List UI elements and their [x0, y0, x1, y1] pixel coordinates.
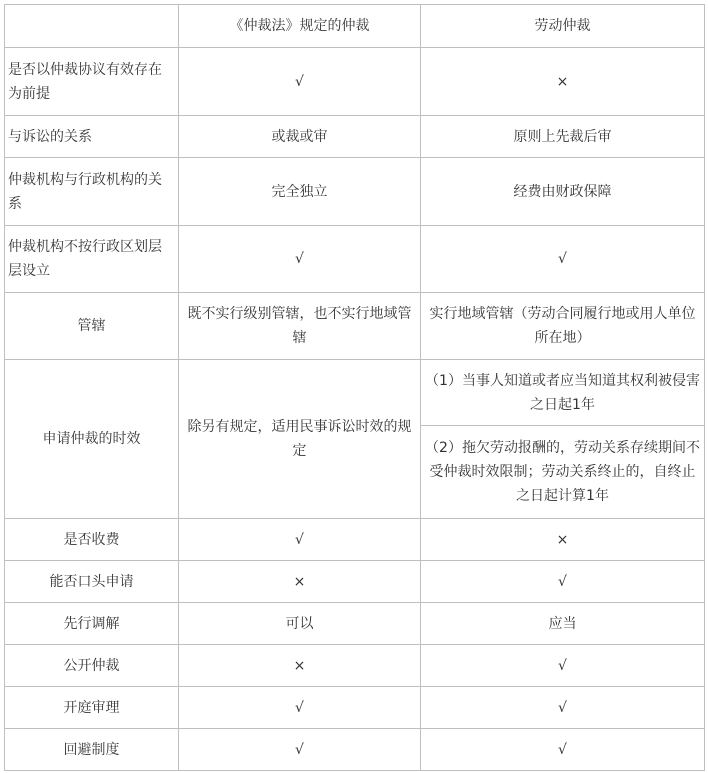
row-label: 公开仲裁: [5, 645, 179, 687]
table-row-oral: [5, 561, 705, 603]
row-label: 申请仲裁的时效: [5, 360, 179, 519]
cell-labor-arbitration: ×: [421, 519, 705, 561]
cell-arbitration-law: 或裁或审: [179, 116, 421, 158]
cell-labor-arbitration: 应当: [421, 603, 705, 645]
row-label: 开庭审理: [5, 687, 179, 729]
cell-labor-arbitration: √: [421, 687, 705, 729]
header-row: [5, 5, 705, 48]
table-row-hearing: [5, 687, 705, 729]
cell-labor-arbitration: 实行地域管辖（劳动合同履行地或用人单位所在地）: [421, 293, 705, 360]
table-row-jurisdiction: [5, 293, 705, 360]
row-label: 与诉讼的关系: [5, 116, 179, 158]
cell-labor-arbitration: √: [421, 226, 705, 293]
table-row-public: [5, 645, 705, 687]
table-row-layers: [5, 226, 705, 293]
cell-arbitration-law: √: [179, 687, 421, 729]
cell-arbitration-law: √: [179, 226, 421, 293]
row-label: 是否收费: [5, 519, 179, 561]
header-cell-empty: [5, 5, 179, 48]
header-cell-labor-arbitration: 劳动仲裁: [421, 5, 705, 48]
row-label: 能否口头申请: [5, 561, 179, 603]
cell-arbitration-law: 除另有规定，适用民事诉讼时效的规定: [179, 360, 421, 519]
cell-arbitration-law: 完全独立: [179, 158, 421, 226]
cell-arbitration-law: ×: [179, 645, 421, 687]
row-label: 是否以仲裁协议有效存在为前提: [5, 48, 179, 116]
table-row-limitation: [5, 360, 705, 426]
comparison-table: [4, 4, 705, 771]
row-label: 先行调解: [5, 603, 179, 645]
header-cell-arbitration-law: 《仲裁法》规定的仲裁: [179, 5, 421, 48]
row-label: 管辖: [5, 293, 179, 360]
row-label: 回避制度: [5, 729, 179, 771]
cell-arbitration-law: √: [179, 48, 421, 116]
row-label: 仲裁机构不按行政区划层层设立: [5, 226, 179, 293]
cell-arbitration-law: √: [179, 729, 421, 771]
cell-labor-arbitration: √: [421, 561, 705, 603]
cell-arbitration-law: ×: [179, 561, 421, 603]
table-row-litigation: [5, 116, 705, 158]
table-row-fee: [5, 519, 705, 561]
cell-arbitration-law: 可以: [179, 603, 421, 645]
table-row-recusal: [5, 729, 705, 771]
cell-labor-arbitration-1: （1）当事人知道或者应当知道其权利被侵害之日起1年: [421, 360, 705, 426]
cell-labor-arbitration: ×: [421, 48, 705, 116]
row-label: 仲裁机构与行政机构的关系: [5, 158, 179, 226]
cell-labor-arbitration: 原则上先裁后审: [421, 116, 705, 158]
table-row-admin: [5, 158, 705, 226]
cell-labor-arbitration: 经费由财政保障: [421, 158, 705, 226]
cell-labor-arbitration-2: （2）拖欠劳动报酬的，劳动关系存续期间不受仲裁时效限制；劳动关系终止的，自终止之日起计算1年: [421, 426, 705, 519]
table-row-mediation: [5, 603, 705, 645]
cell-arbitration-law: √: [179, 519, 421, 561]
cell-labor-arbitration: √: [421, 729, 705, 771]
table-row-agreement: [5, 48, 705, 116]
cell-arbitration-law: 既不实行级别管辖，也不实行地域管辖: [179, 293, 421, 360]
cell-labor-arbitration: √: [421, 645, 705, 687]
